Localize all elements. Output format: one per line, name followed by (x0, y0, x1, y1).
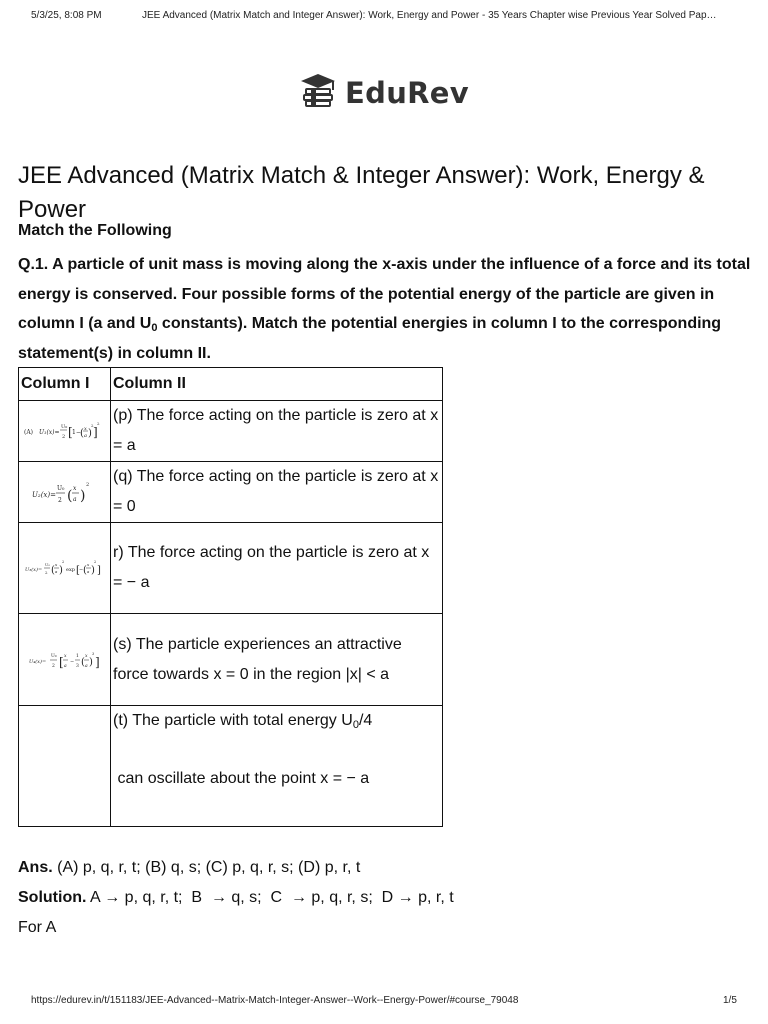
page-title: JEE Advanced (Matrix Match & Integer Answer): Work, Energy & Power (18, 162, 705, 224)
svg-text:2: 2 (62, 434, 66, 440)
solution-text: A → p, q, r, t; B → q, s; C → p, q, r, s; D → p, r, t (86, 889, 454, 906)
svg-text:2: 2 (52, 663, 55, 669)
page-url: https://edurev.in/t/151183/JEE-Advanced--Matrix-Match-Integer-Answer--Work--Energy-Power/#course_79048 (31, 995, 519, 1006)
svg-text:U₀: U₀ (45, 562, 50, 567)
statement-r: r) The force acting on the particle is zero at x = − a (111, 523, 443, 614)
svg-text:3: 3 (76, 663, 79, 669)
svg-text:]: ] (93, 425, 98, 439)
svg-text:2: 2 (62, 560, 65, 564)
statement-t-suffix: /4 (358, 712, 373, 729)
svg-text:U₀: U₀ (57, 485, 65, 492)
page-number: 1/5 (723, 995, 737, 1006)
svg-text:3: 3 (92, 651, 95, 656)
answer-text: (A) p, q, r, t; (B) q, s; (C) p, q, r, s; (D) p, r, t (52, 859, 361, 876)
svg-text:): ) (80, 488, 86, 504)
svg-text:U₃(x)=: U₃(x)= (25, 567, 43, 573)
statement-s: (s) The particle experiences an attractive force towards x = 0 in the region |x| < a (111, 614, 443, 706)
svg-text:U₂(x)=: U₂(x)= (32, 491, 56, 499)
print-document-title: JEE Advanced (Matrix Match and Integer Answer): Work, Energy and Power - 35 Years Chapter wise Previous Year Solved Pap… (142, 10, 717, 21)
svg-text:(: ( (51, 565, 55, 576)
table-header-row (19, 368, 443, 401)
svg-text:]: ] (95, 654, 100, 669)
formula-image-c (19, 523, 111, 614)
svg-text:x: x (73, 485, 77, 492)
formula-b-graphic (19, 472, 106, 512)
table-row (19, 523, 443, 614)
svg-text:a: a (85, 663, 88, 669)
formula-a-graphic (19, 411, 106, 451)
svg-text:a: a (87, 569, 90, 574)
answer-block (18, 853, 454, 943)
section-heading: Match the Following (18, 222, 172, 239)
svg-text:2: 2 (86, 482, 90, 488)
statement-t-line2: can oscillate about the point x = − a (113, 770, 370, 787)
table-row (19, 614, 443, 706)
question-subscript: 0 (151, 322, 158, 334)
svg-text:U₀: U₀ (51, 653, 57, 659)
svg-text:[: [ (68, 425, 73, 439)
svg-text:x: x (64, 653, 67, 659)
answer-label: Ans. (18, 859, 53, 876)
answer-line (18, 853, 454, 883)
svg-text:a: a (73, 496, 77, 503)
statement-q: (q) The force acting on the particle is zero at x = 0 (111, 462, 443, 523)
for-a-text: For A (18, 919, 57, 936)
svg-text:x: x (87, 562, 90, 567)
column-header: Column II (111, 368, 443, 401)
svg-text:−: − (70, 658, 75, 665)
statement-t (111, 706, 443, 827)
brand-wordmark: EduRev (345, 75, 469, 110)
svg-text:−: − (79, 567, 84, 573)
svg-text:(: ( (67, 488, 73, 504)
question-part2: constants). Match the potential energies in column I to the corresponding statement(s) in column II. (18, 315, 722, 362)
formula-image-b (19, 462, 111, 523)
svg-text:(A): (A) (24, 429, 34, 436)
svg-text:(: ( (80, 428, 84, 439)
formula-d-graphic (19, 640, 106, 680)
svg-text:U₄(x)=: U₄(x)= (29, 658, 47, 665)
formula-c-graphic (19, 548, 106, 588)
svg-text:[: [ (59, 654, 64, 669)
empty-formula-cell (19, 706, 111, 827)
svg-text:U₀: U₀ (61, 424, 68, 430)
print-header (0, 10, 768, 26)
column-header: Column I (19, 368, 111, 401)
solution-line (18, 883, 454, 913)
svg-text:2: 2 (58, 497, 62, 504)
formula-image-d (19, 614, 111, 706)
svg-text:): ) (88, 428, 92, 439)
svg-text:x: x (84, 426, 87, 432)
table-row (19, 462, 443, 523)
statement-t-text: (t) The particle with total energy U (113, 712, 353, 729)
statement-t-subscript: 0 (352, 719, 359, 731)
svg-text:U₁(x)=: U₁(x)= (39, 429, 60, 436)
svg-text:2: 2 (94, 560, 97, 564)
svg-text:2: 2 (97, 421, 100, 426)
print-date: 5/3/25, 8:08 PM (31, 10, 102, 21)
svg-text:]: ] (97, 565, 101, 576)
svg-text:): ) (91, 565, 95, 576)
svg-text:(: ( (81, 656, 85, 668)
graduation-cap-books-icon (299, 72, 337, 113)
statement-p: (p) The force acting on the particle is zero at x = a (111, 401, 443, 462)
svg-text:x: x (85, 653, 88, 659)
svg-text:(: ( (83, 565, 87, 576)
svg-text:1−: 1− (72, 429, 81, 436)
svg-text:a: a (84, 433, 87, 439)
svg-text:2: 2 (45, 570, 48, 575)
svg-text:[: [ (76, 565, 80, 576)
svg-text:1: 1 (76, 653, 79, 659)
svg-text:): ) (89, 656, 93, 668)
question-text (18, 250, 753, 368)
edurev-logo[interactable] (0, 72, 768, 113)
match-table (18, 367, 443, 827)
svg-text:x: x (55, 562, 58, 567)
solution-label: Solution. (18, 889, 87, 906)
svg-text:a: a (64, 663, 67, 669)
table-row (19, 401, 443, 462)
formula-image-a (19, 401, 111, 462)
svg-text:exp: exp (66, 567, 75, 573)
svg-text:2: 2 (91, 423, 94, 428)
question-part1: Q.1. A particle of unit mass is moving along the x-axis under the influence of a force and its total energy is conserved. Four possible forms of the potential energy of the particle are given in column I (a and U (18, 256, 751, 332)
svg-text:): ) (59, 565, 63, 576)
svg-text:a: a (55, 569, 58, 574)
table-row (19, 706, 443, 827)
